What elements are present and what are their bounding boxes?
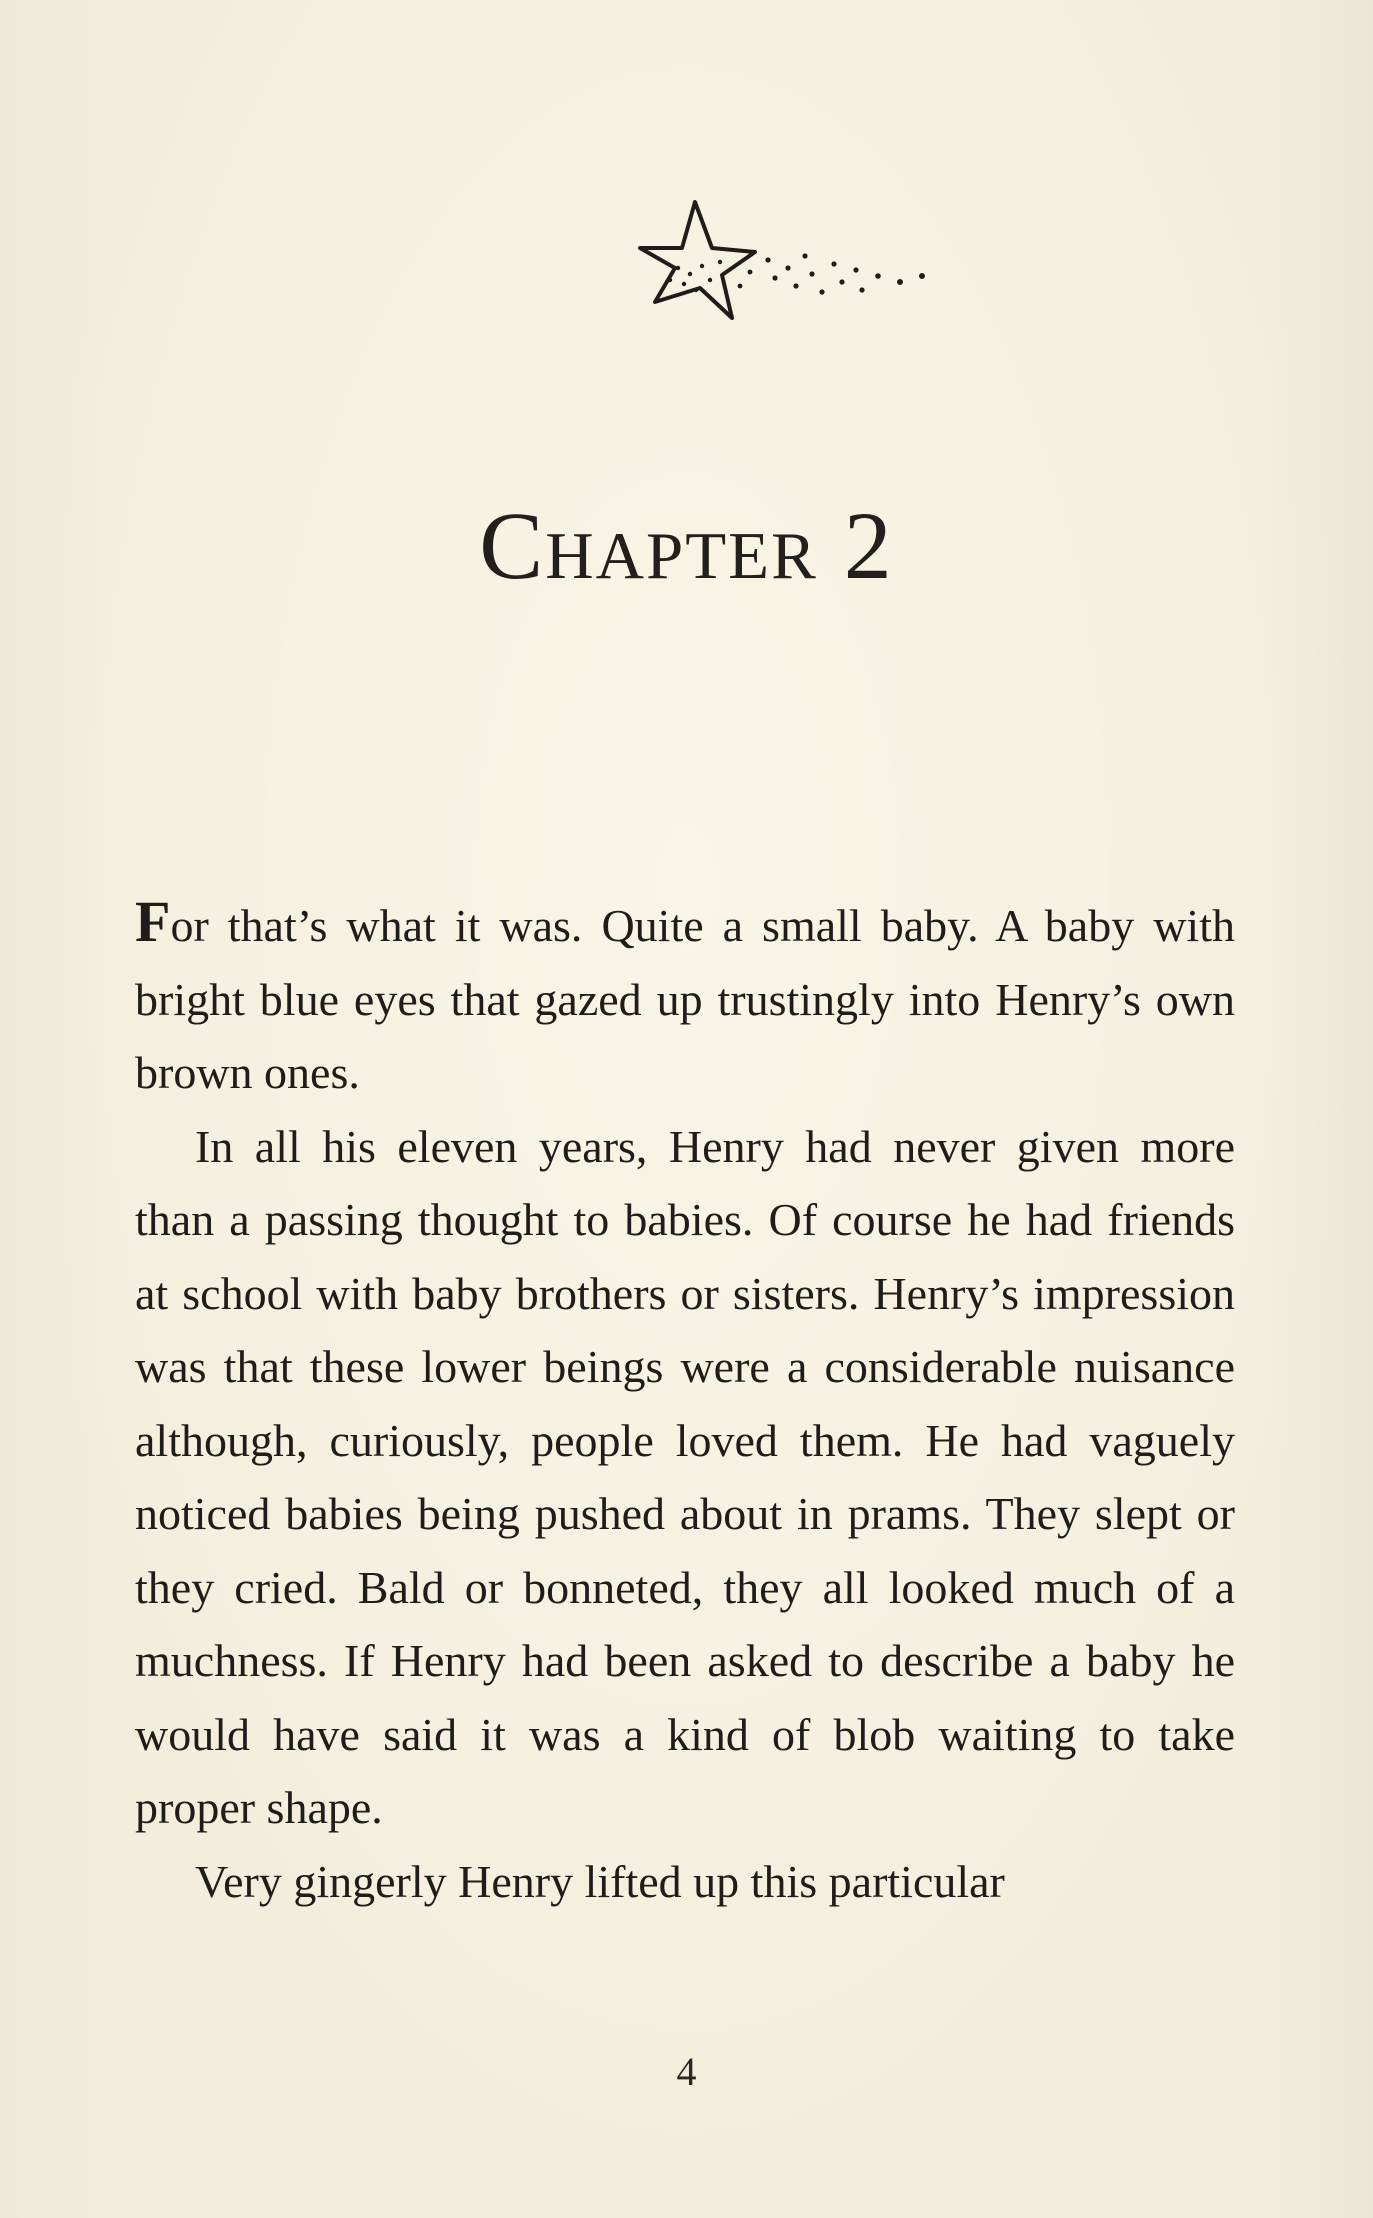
page-number: 4 [676, 2049, 697, 2094]
drop-cap: F [135, 889, 171, 954]
paragraph-1 [135, 885, 1235, 1110]
chapter-title: Chapter 2 [479, 492, 894, 599]
shooting-star-icon [600, 190, 960, 330]
paragraph-1-text: or that’s what it was. Quite a small baby. A baby with bright blue eyes that gazed up trustingly into Henry’s own brown ones. [135, 900, 1235, 1098]
body-text [135, 885, 1235, 1918]
paragraph-3: Very gingerly Henry lifted up this particular [195, 1855, 1005, 1907]
paragraph-2: In all his eleven years, Henry had never given more than a passing thought to babies. Of course he had friends at school with baby brothers or sisters. Henry’s impression was that these lower beings were a considerable nuisance although, curiously, people loved them. He had vaguely noticed babies being pushed about in prams. They slept or they cried. Bald or bonneted, they all looked much of a muchness. If Henry had been asked to describe a baby he would have said it was a kind of blob waiting to take proper shape. [135, 1120, 1235, 1833]
